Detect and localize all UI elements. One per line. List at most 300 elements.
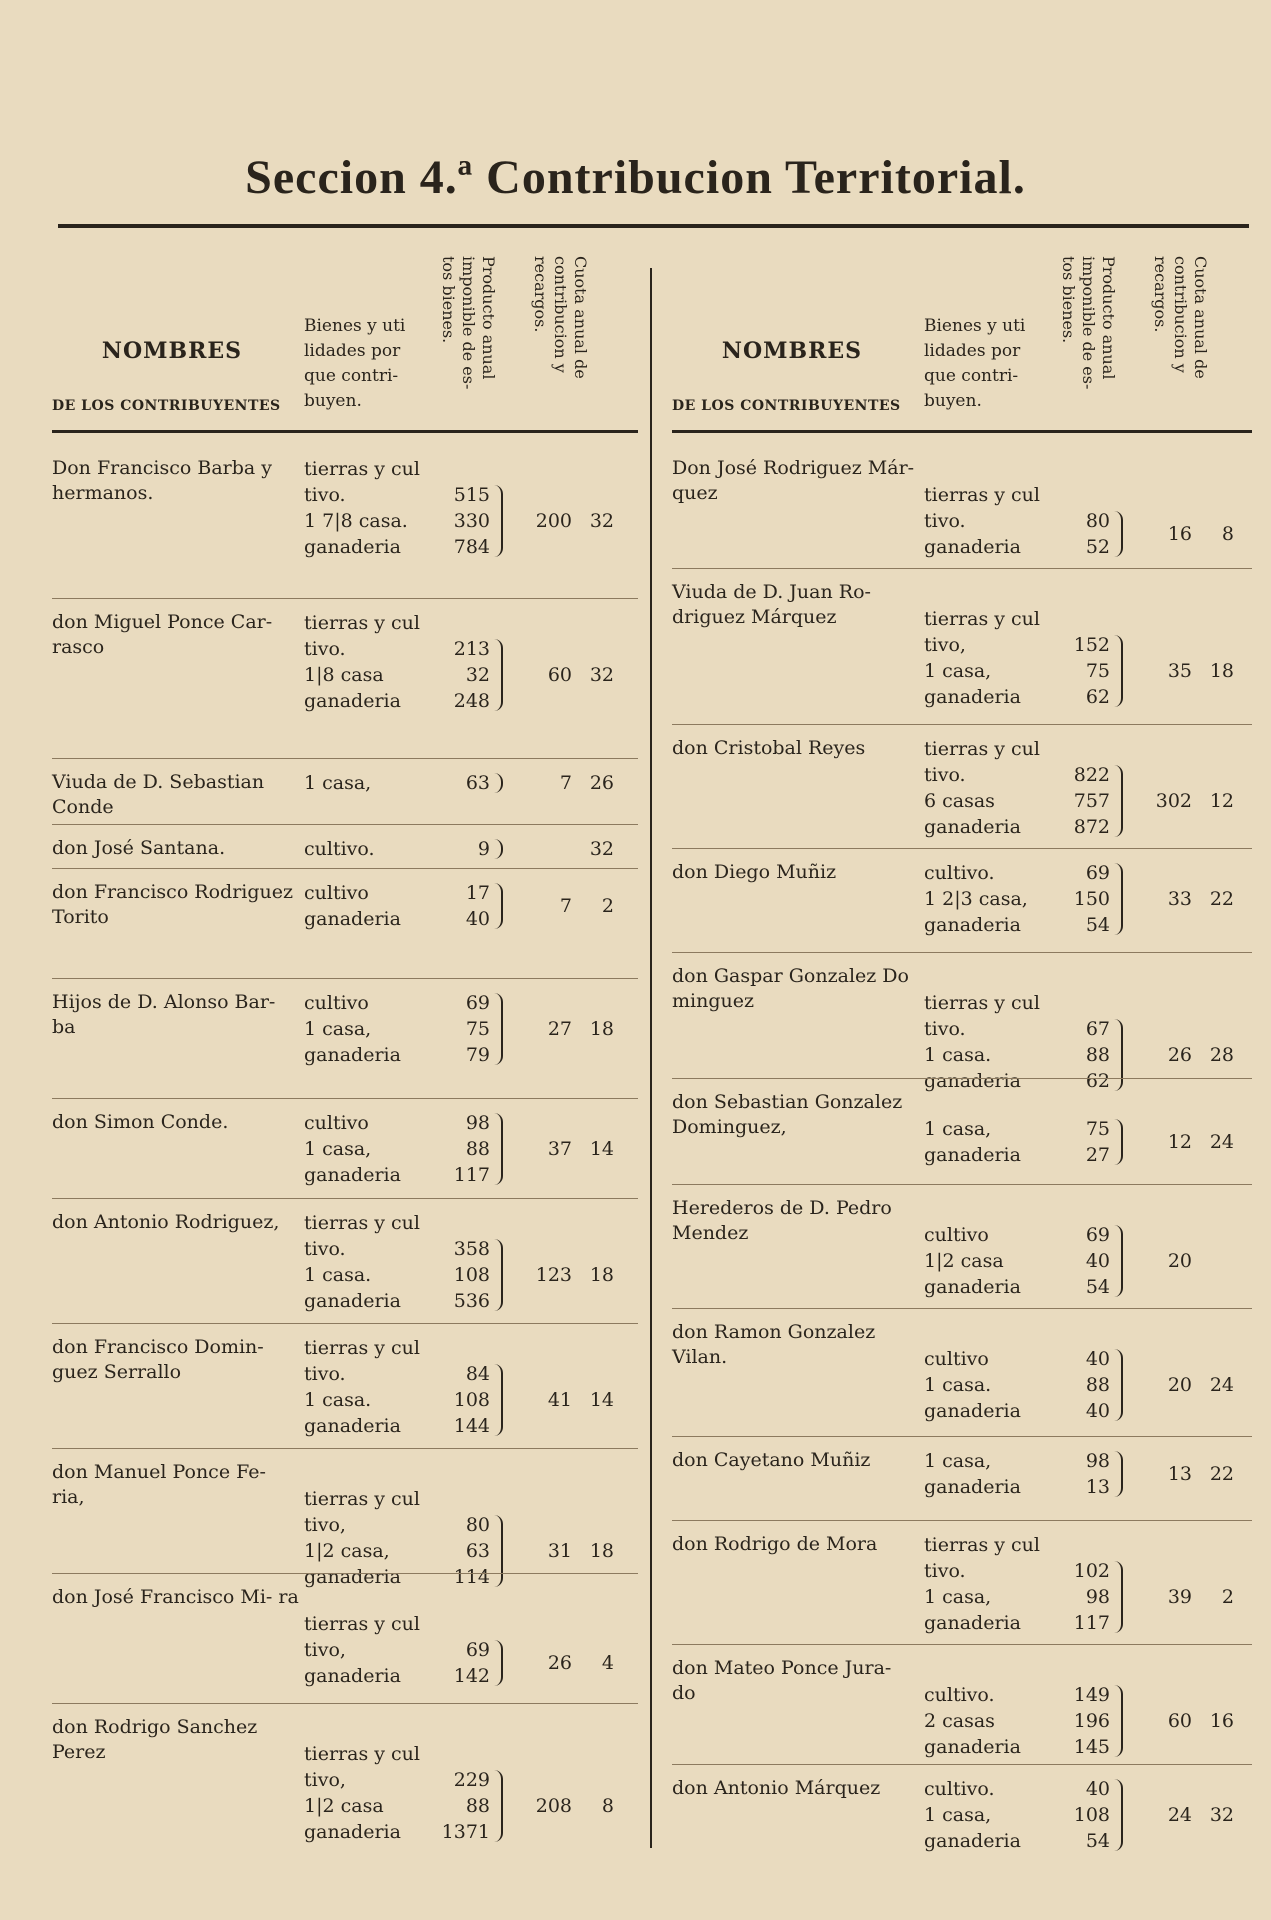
- bienes-item: cultivo.: [304, 838, 375, 860]
- bienes-item: tierras y cul: [924, 1534, 1040, 1556]
- row-separator: [52, 758, 638, 759]
- bienes-item: 1 casa,: [304, 1138, 372, 1160]
- bienes-item: [924, 456, 1062, 482]
- producto-values: [1060, 1776, 1110, 1854]
- producto-value: [440, 1210, 490, 1236]
- cuota-maravedis: 18: [589, 1264, 614, 1286]
- bienes-item: 1 casa,: [924, 1118, 992, 1140]
- row-separator: [52, 1703, 638, 1704]
- cuota-value: [510, 770, 630, 796]
- bienes-item: tivo.: [924, 510, 966, 532]
- cuota-reales: 7: [559, 772, 572, 794]
- contribuyente-name: don Francisco Rodriguez Torito: [52, 881, 294, 928]
- producto-value: 108: [1073, 1804, 1110, 1826]
- producto-values: [440, 770, 490, 796]
- producto-value: 40: [1085, 1348, 1110, 1370]
- cuota-maravedis: 32: [589, 838, 614, 860]
- cuota-value: [1130, 788, 1250, 814]
- column-divider: [650, 268, 652, 1848]
- contribuyente-name: don Diego Muñiz: [672, 861, 837, 883]
- bienes-item: cultivo.: [924, 862, 995, 884]
- row-separator: [672, 1764, 1252, 1765]
- producto-value: [1060, 456, 1110, 482]
- cuota-maravedis: 24: [1209, 1374, 1234, 1396]
- producto-value: 822: [1073, 764, 1110, 786]
- bienes-item: 1 casa,: [924, 1450, 992, 1472]
- header-bienes: Bienes y uti lidades por que contri- buyen.: [924, 316, 1026, 411]
- bienes-item: tierras y cul: [304, 612, 420, 634]
- row-separator: [52, 824, 638, 825]
- cuota-maravedis: 32: [589, 664, 614, 686]
- producto-value: 9: [477, 838, 490, 860]
- bienes-item: ganaderia: [304, 1290, 401, 1312]
- cuota-value: [510, 1650, 630, 1676]
- cuota-maravedis: 28: [1209, 1044, 1234, 1066]
- header-producto: Producto anual imponible de es- tos bienes.: [1059, 256, 1118, 390]
- cuota-reales: 24: [1167, 1804, 1192, 1826]
- producto-value: 114: [453, 1566, 490, 1588]
- row-separator: [672, 568, 1252, 569]
- bienes-item: [924, 580, 1062, 606]
- producto-value: 150: [1073, 888, 1110, 910]
- producto-values: [440, 1110, 490, 1188]
- producto-values: [440, 1585, 490, 1689]
- contribuyente-name: don Gaspar Gonzalez Do minguez: [672, 965, 909, 1012]
- producto-value: [440, 1486, 490, 1512]
- producto-values: [1060, 1532, 1110, 1636]
- producto-value: 80: [465, 1514, 490, 1536]
- producto-value: [440, 1741, 490, 1767]
- bienes-item: cultivo: [304, 992, 369, 1014]
- brace-mark: [494, 993, 503, 1065]
- bienes-list: [924, 1090, 1062, 1168]
- producto-values: [440, 1715, 490, 1845]
- row-separator: [672, 1308, 1252, 1309]
- producto-value: 98: [465, 1112, 490, 1134]
- row-separator: [52, 1448, 638, 1449]
- producto-value: [1060, 964, 1110, 990]
- bienes-item: tivo.: [304, 1363, 346, 1385]
- cuota-reales: 41: [547, 1389, 572, 1411]
- bienes-list: [304, 456, 442, 560]
- header-cuota: Cuota anual de contribucion y recargos.: [1151, 256, 1210, 379]
- cuota-reales: 16: [1167, 523, 1192, 545]
- bienes-item: ganaderia: [304, 1821, 401, 1843]
- cuota-value: [1130, 1802, 1250, 1828]
- bienes-item: tierras y cul: [304, 1613, 420, 1635]
- cuota-maravedis: 18: [589, 1540, 614, 1562]
- producto-value: [1060, 736, 1110, 762]
- cuota-value: [1130, 886, 1250, 912]
- producto-values: [440, 1460, 490, 1590]
- cuota-value: [510, 836, 630, 862]
- cuota-reales: 60: [547, 664, 572, 686]
- producto-value: [1060, 580, 1110, 606]
- bienes-list: [304, 1335, 442, 1439]
- brace-mark: [494, 1770, 503, 1842]
- right-table: [672, 250, 1252, 1852]
- cuota-value: [1130, 1708, 1250, 1734]
- cuota-value: [510, 508, 630, 534]
- producto-values: [440, 610, 490, 714]
- producto-values: [440, 836, 490, 862]
- bienes-item: tivo.: [924, 764, 966, 786]
- producto-value: 196: [1073, 1710, 1110, 1732]
- bienes-item: [304, 1585, 442, 1611]
- producto-value: 84: [465, 1363, 490, 1385]
- bienes-item: 1 casa,: [304, 772, 372, 794]
- cuota-maravedis: 2: [601, 895, 614, 917]
- cuota-maravedis: 8: [601, 1795, 614, 1817]
- contribuyente-name: don Cayetano Muñiz: [672, 1449, 871, 1471]
- cuota-maravedis: 12: [1209, 790, 1234, 812]
- cuota-reales: 37: [547, 1138, 572, 1160]
- bienes-item: tierras y cul: [924, 484, 1040, 506]
- producto-value: [440, 1715, 490, 1741]
- producto-values: [440, 456, 490, 560]
- contribuyente-name: Hijos de D. Alonso Bar- ba: [52, 991, 276, 1038]
- bienes-item: ganaderia: [924, 816, 1021, 838]
- producto-value: 213: [453, 638, 490, 660]
- producto-values: [440, 1210, 490, 1314]
- cuota-reales: 302: [1155, 790, 1192, 812]
- row-separator: [52, 1573, 638, 1574]
- cuota-reales: 7: [559, 895, 572, 917]
- bienes-item: ganaderia: [924, 1736, 1021, 1758]
- bienes-item: ganaderia: [924, 1612, 1021, 1634]
- producto-value: 145: [1073, 1736, 1110, 1758]
- producto-value: 63: [465, 772, 490, 794]
- cuota-maravedis: 24: [1209, 1131, 1234, 1153]
- contribuyente-name: don Miguel Ponce Car- rasco: [52, 611, 273, 658]
- contribuyente-name: don José Francisco Mi- ra: [52, 1586, 299, 1608]
- bienes-list: [924, 456, 1062, 560]
- producto-values: [1060, 1448, 1110, 1500]
- brace-mark: [494, 1515, 503, 1587]
- bienes-item: ganaderia: [924, 1400, 1021, 1422]
- brace-mark: [1114, 1779, 1123, 1851]
- producto-values: [1060, 456, 1110, 560]
- contribuyente-name: Don Francisco Barba y hermanos.: [52, 457, 273, 504]
- producto-value: 80: [1085, 510, 1110, 532]
- producto-values: [1060, 736, 1110, 840]
- row-separator: [672, 1436, 1252, 1437]
- cuota-reales: 26: [547, 1652, 572, 1674]
- brace-mark: [494, 1364, 503, 1436]
- cuota-value: [510, 1793, 630, 1819]
- producto-value: 1371: [441, 1821, 490, 1843]
- bienes-list: [924, 1320, 1062, 1424]
- bienes-item: ganaderia: [304, 908, 401, 930]
- row-separator: [52, 1098, 638, 1099]
- brace-mark: [494, 1113, 503, 1185]
- bienes-item: cultivo: [924, 1348, 989, 1370]
- producto-value: 69: [1085, 862, 1110, 884]
- cuota-reales: 20: [1167, 1374, 1192, 1396]
- cuota-reales: 27: [547, 1018, 572, 1040]
- producto-value: 117: [1073, 1612, 1110, 1634]
- producto-value: 13: [1085, 1476, 1110, 1498]
- bienes-list: [304, 990, 442, 1068]
- brace-mark: [494, 1640, 503, 1686]
- brace-mark: [1114, 1119, 1123, 1165]
- producto-values: [1060, 860, 1110, 938]
- bienes-item: tierras y cul: [304, 1212, 420, 1234]
- producto-value: [440, 1460, 490, 1486]
- bienes-item: tivo.: [304, 484, 346, 506]
- bienes-item: [924, 1090, 1062, 1116]
- bienes-item: 2 casas: [924, 1710, 995, 1732]
- bienes-item: tierras y cul: [924, 738, 1040, 760]
- header-bienes: Bienes y uti lidades por que contri- buyen.: [304, 316, 406, 411]
- bienes-item: ganaderia: [924, 536, 1021, 558]
- cuota-maravedis: 14: [589, 1138, 614, 1160]
- cuota-reales: 123: [535, 1264, 572, 1286]
- producto-value: [440, 610, 490, 636]
- row-separator: [672, 1184, 1252, 1185]
- bienes-list: [304, 1585, 442, 1689]
- producto-value: 40: [1085, 1778, 1110, 1800]
- header-cuota: Cuota anual de contribucion y recargos.: [531, 256, 590, 379]
- brace-mark: [1114, 765, 1123, 837]
- producto-values: [1060, 1090, 1110, 1168]
- contribuyente-name: don Antonio Rodriguez,: [52, 1211, 280, 1233]
- bienes-item: ganaderia: [304, 1665, 401, 1687]
- bienes-item: ganaderia: [304, 1044, 401, 1066]
- producto-value: 67: [1085, 1018, 1110, 1040]
- bienes-item: 1|2 casa: [924, 1250, 1004, 1272]
- contribuyente-name: don Rodrigo de Mora: [672, 1533, 878, 1555]
- row-separator: [672, 1078, 1252, 1079]
- producto-values: [440, 880, 490, 932]
- producto-value: 248: [453, 690, 490, 712]
- producto-value: [1060, 1656, 1110, 1682]
- producto-value: [440, 1611, 490, 1637]
- producto-values: [1060, 964, 1110, 1094]
- producto-value: 358: [453, 1238, 490, 1260]
- cuota-maravedis: 26: [589, 772, 614, 794]
- producto-value: [1060, 1320, 1110, 1346]
- contribuyente-name: Viuda de D. Sebastian Conde: [52, 771, 265, 818]
- row-separator: [52, 978, 638, 979]
- bienes-list: [924, 1776, 1062, 1854]
- producto-values: [440, 1335, 490, 1439]
- bienes-item: 1 casa.: [304, 1389, 372, 1411]
- bienes-item: [304, 1715, 442, 1741]
- cuota-value: [510, 1262, 630, 1288]
- producto-value: 75: [465, 1018, 490, 1040]
- header-contribuyentes: DE LOS CONTRIBUYENTES: [672, 398, 901, 414]
- bienes-item: 1 casa.: [924, 1374, 992, 1396]
- cuota-reales: 208: [535, 1795, 572, 1817]
- brace-mark: [494, 773, 503, 793]
- cuota-value: [510, 1538, 630, 1564]
- contribuyente-name: don Manuel Ponce Fe- ria,: [52, 1461, 266, 1508]
- bienes-list: [304, 1110, 442, 1188]
- title-rule: [58, 224, 1249, 228]
- cuota-maravedis: 18: [589, 1018, 614, 1040]
- contribuyente-name: don José Santana.: [52, 837, 226, 859]
- bienes-item: 1 casa,: [924, 660, 992, 682]
- brace-mark: [1114, 511, 1123, 557]
- producto-value: 88: [465, 1138, 490, 1160]
- producto-value: 62: [1085, 686, 1110, 708]
- bienes-item: ganaderia: [304, 1415, 401, 1437]
- bienes-item: ganaderia: [304, 536, 401, 558]
- bienes-item: ganaderia: [924, 914, 1021, 936]
- bienes-item: [304, 1460, 442, 1486]
- brace-mark: [494, 883, 503, 929]
- bienes-item: tierras y cul: [304, 1743, 420, 1765]
- bienes-item: [924, 964, 1062, 990]
- page-title: Seccion 4.ª Contribucion Territorial.: [245, 151, 1026, 204]
- header-contribuyentes: DE LOS CONTRIBUYENTES: [52, 398, 281, 414]
- right-table-header: [672, 250, 1252, 433]
- cuota-reales: 200: [535, 510, 572, 532]
- left-table-header: [52, 250, 638, 433]
- brace-mark: [1114, 1225, 1123, 1297]
- brace-mark: [494, 639, 503, 711]
- brace-mark: [494, 1239, 503, 1311]
- producto-value: 108: [453, 1389, 490, 1411]
- bienes-item: [924, 1196, 1062, 1222]
- producto-value: [1060, 1090, 1110, 1116]
- bienes-item: tivo.: [924, 1018, 966, 1040]
- producto-value: 69: [1085, 1224, 1110, 1246]
- row-separator: [52, 868, 638, 869]
- producto-value: 54: [1085, 1276, 1110, 1298]
- producto-value: 63: [465, 1540, 490, 1562]
- cuota-value: [1130, 521, 1250, 547]
- producto-value: [440, 456, 490, 482]
- row-separator: [672, 1520, 1252, 1521]
- producto-value: [1060, 990, 1110, 1016]
- bienes-list: [304, 1715, 442, 1845]
- producto-value: 757: [1073, 790, 1110, 812]
- brace-mark: [1114, 635, 1123, 707]
- cuota-reales: 35: [1167, 660, 1192, 682]
- cuota-reales: 39: [1167, 1586, 1192, 1608]
- producto-value: 88: [1085, 1374, 1110, 1396]
- bienes-item: ganaderia: [924, 1276, 1021, 1298]
- bienes-item: tivo,: [304, 1514, 346, 1536]
- row-separator: [52, 1198, 638, 1199]
- bienes-list: [304, 770, 442, 796]
- cuota-value: [1130, 658, 1250, 684]
- bienes-item: cultivo: [304, 1112, 369, 1134]
- bienes-item: tivo,: [304, 1769, 346, 1791]
- bienes-item: tierras y cul: [924, 992, 1040, 1014]
- brace-mark: [494, 839, 503, 859]
- bienes-item: tierras y cul: [924, 608, 1040, 630]
- cuota-maravedis: 32: [1209, 1804, 1234, 1826]
- bienes-list: [924, 580, 1062, 710]
- bienes-item: cultivo.: [924, 1778, 995, 1800]
- bienes-item: 6 casas: [924, 790, 995, 812]
- contribuyente-name: Herederos de D. Pedro Mendez: [672, 1197, 892, 1244]
- bienes-item: 1 2|3 casa,: [924, 888, 1028, 910]
- bienes-item: 1|8 casa: [304, 664, 384, 686]
- producto-value: 98: [1085, 1586, 1110, 1608]
- producto-value: 69: [465, 992, 490, 1014]
- bienes-item: tivo,: [924, 634, 966, 656]
- producto-value: 144: [453, 1415, 490, 1437]
- contribuyente-name: Viuda de D. Juan Ro- driguez Márquez: [672, 581, 871, 628]
- bienes-item: 1|2 casa,: [304, 1540, 390, 1562]
- cuota-value: [1130, 1042, 1250, 1068]
- producto-value: 54: [1085, 914, 1110, 936]
- bienes-item: cultivo.: [924, 1684, 995, 1706]
- bienes-item: ganaderia: [304, 1566, 401, 1588]
- cuota-value: [1130, 1372, 1250, 1398]
- bienes-item: tierras y cul: [304, 1337, 420, 1359]
- producto-value: 54: [1085, 1830, 1110, 1852]
- brace-mark: [494, 485, 503, 557]
- producto-value: 872: [1073, 816, 1110, 838]
- bienes-item: tierras y cul: [304, 1488, 420, 1510]
- producto-value: 117: [453, 1164, 490, 1186]
- producto-values: [1060, 1320, 1110, 1424]
- bienes-list: [924, 1196, 1062, 1300]
- producto-value: [1060, 482, 1110, 508]
- contribuyente-name: don Cristobal Reyes: [672, 737, 866, 759]
- bienes-item: cultivo: [304, 882, 369, 904]
- cuota-value: [510, 893, 630, 919]
- bienes-item: 1 casa,: [924, 1804, 992, 1826]
- producto-value: [440, 1335, 490, 1361]
- bienes-item: 1 casa.: [304, 1264, 372, 1286]
- cuota-value: [510, 1016, 630, 1042]
- header-nombres: NOMBRES: [721, 338, 863, 364]
- bienes-item: ganaderia: [304, 690, 401, 712]
- producto-value: 88: [465, 1795, 490, 1817]
- producto-value: 69: [465, 1639, 490, 1661]
- row-separator: [672, 952, 1252, 953]
- bienes-list: [304, 610, 442, 714]
- bienes-item: ganaderia: [924, 1830, 1021, 1852]
- bienes-item: tivo.: [304, 1238, 346, 1260]
- cuota-maravedis: 4: [601, 1652, 614, 1674]
- producto-value: 52: [1085, 536, 1110, 558]
- cuota-reales: 60: [1167, 1710, 1192, 1732]
- producto-value: 229: [453, 1769, 490, 1791]
- brace-mark: [1114, 1561, 1123, 1633]
- producto-values: [440, 990, 490, 1068]
- cuota-maravedis: 14: [589, 1389, 614, 1411]
- brace-mark: [1114, 1349, 1123, 1421]
- bienes-item: ganaderia: [304, 1164, 401, 1186]
- cuota-reales: 26: [1167, 1044, 1192, 1066]
- brace-mark: [1114, 863, 1123, 935]
- contribuyente-name: don Simon Conde.: [52, 1111, 229, 1133]
- brace-mark: [1114, 1019, 1123, 1091]
- contribuyente-name: don Rodrigo Sanchez Perez: [52, 1716, 258, 1763]
- bienes-item: [924, 1656, 1062, 1682]
- bienes-item: ganaderia: [924, 1144, 1021, 1166]
- producto-values: [1060, 1196, 1110, 1300]
- row-separator: [52, 1323, 638, 1324]
- bienes-item: ganaderia: [924, 686, 1021, 708]
- bienes-item: ganaderia: [924, 1476, 1021, 1498]
- cuota-maravedis: 2: [1221, 1586, 1234, 1608]
- producto-value: [1060, 606, 1110, 632]
- row-separator: [52, 598, 638, 599]
- contribuyente-name: don Francisco Domin- guez Serrallo: [52, 1336, 264, 1383]
- bienes-list: [924, 964, 1062, 1094]
- bienes-item: 1 7|8 casa.: [304, 510, 408, 532]
- cuota-value: [1130, 1461, 1250, 1487]
- producto-value: 40: [1085, 1400, 1110, 1422]
